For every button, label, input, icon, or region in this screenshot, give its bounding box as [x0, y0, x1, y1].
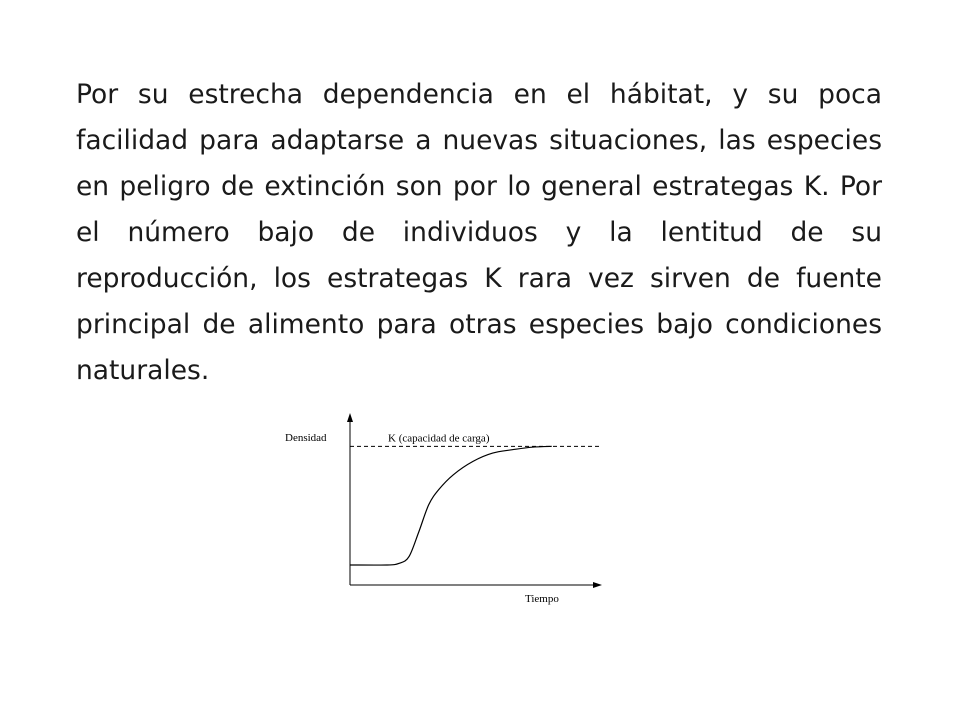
- carrying-capacity-label: K (capacidad de carga): [388, 432, 490, 445]
- y-axis-label: Densidad: [285, 432, 327, 444]
- y-axis-arrow: [347, 413, 353, 422]
- x-axis-label: Tiempo: [525, 593, 559, 605]
- growth-curve: [350, 446, 552, 565]
- body-paragraph: Por su estrecha dependencia en el hábitat, y su poca facilidad para adaptarse a nuevas situaciones, las especies en peligro de extinción son por lo general estrategas K. Por el número bajo de individuos y la lentitud de su reproducción, los estrategas K rara vez sirven de fuente principal de alimento para otras especies bajo condiciones naturales.: [76, 79, 882, 386]
- x-axis-arrow: [593, 582, 602, 588]
